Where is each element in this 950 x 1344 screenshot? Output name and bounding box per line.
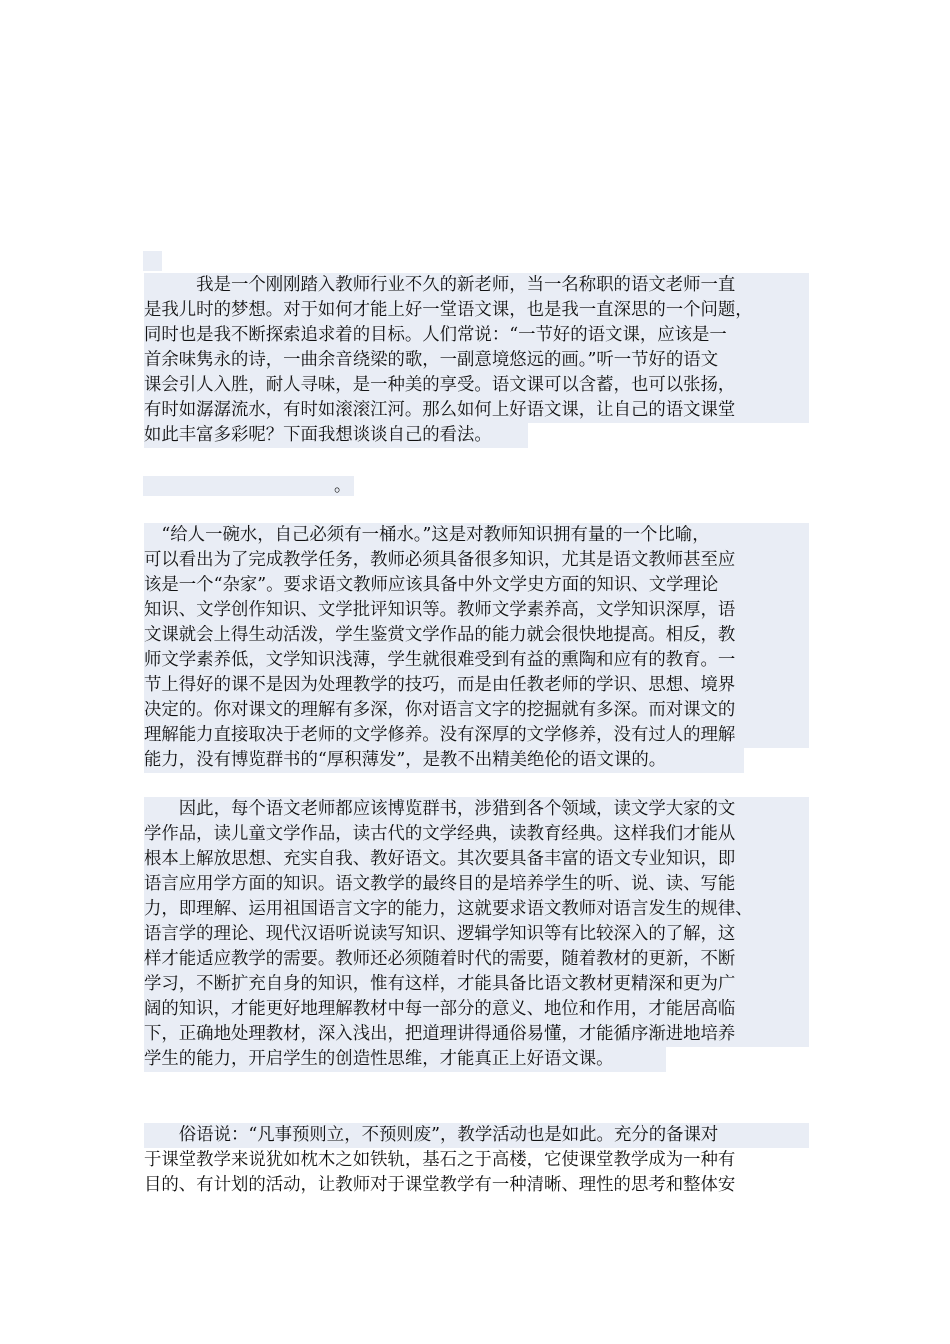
text-line: 学作品，读儿童文学作品，读古代的文学经典，读教育经典。这样我们才能从: [144, 822, 809, 847]
text-line: 学生的能力，开启学生的创造性思维，才能真正上好语文课。: [144, 1047, 666, 1072]
text-line: 知识、文学创作知识、文学批评知识等。教师文学素养高，文学知识深厚，语: [144, 598, 809, 623]
text-line: 同时也是我不断探索追求着的目标。人们常说：“一节好的语文课，应该是一: [144, 323, 809, 348]
text-line: 学习，不断扩充自身的知识，惟有这样，才能具备比语文教材更精深和更为广: [144, 972, 809, 997]
text-line: 语言应用学方面的知识。语文教学的最终目的是培养学生的听、说、读、写能: [144, 872, 809, 897]
text-line: 决定的。你对课文的理解有多深，你对语言文字的挖掘就有多深。而对课文的: [144, 698, 809, 723]
text-line: 俗语说：“凡事预则立，不预则废”，教学活动也是如此。充分的备课对: [144, 1123, 809, 1148]
text-line: 样才能适应教学的需要。教师还必须随着时代的需要，随着教材的更新，不断: [144, 947, 809, 972]
text-line: “给人一碗水，自己必须有一桶水。”这是对教师知识拥有量的一个比喻，: [144, 523, 809, 548]
text-line: 文课就会上得生动活泼，学生鉴赏文学作品的能力就会很快地提高。相反，教: [144, 623, 809, 648]
text-line: 师文学素养低，文学知识浅薄，学生就很难受到有益的熏陶和应有的教育。一: [144, 648, 809, 673]
text-line: 我是一个刚刚踏入教师行业不久的新老师，当一名称职的语文老师一直: [144, 273, 809, 298]
paragraph-preparation: [144, 1123, 809, 1198]
text-line: 因此，每个语文老师都应该博览群书，涉猎到各个领域，读文学大家的文: [144, 797, 809, 822]
section-heading-mark: 。: [334, 476, 351, 496]
text-line: 如此丰富多彩呢？下面我想谈谈自己的看法。: [144, 423, 528, 448]
paragraph-intro: [144, 273, 809, 448]
text-line: 力，即理解、运用祖国语言文字的能力，这就要求语文教师对语言发生的规律、: [144, 897, 809, 922]
text-line: 下，正确地处理教材，深入浅出，把道理讲得通俗易懂，才能循序渐进地培养: [144, 1022, 809, 1047]
text-line: 首余味隽永的诗，一曲余音绕梁的歌，一副意境悠远的画。”听一节好的语文: [144, 348, 809, 373]
redacted-title-mark: [143, 251, 162, 271]
text-line: 根本上解放思想、充实自我、教好语文。其次要具备丰富的语文专业知识，即: [144, 847, 809, 872]
paragraph-knowledge: [144, 523, 809, 773]
text-line: 语言学的理论、现代汉语听说读写知识、逻辑学知识等有比较深入的了解，这: [144, 922, 809, 947]
text-line: 于课堂教学来说犹如枕木之如铁轨，基石之于高楼，它使课堂教学成为一种有: [144, 1150, 736, 1170]
text-line: 可以看出为了完成教学任务，教师必须具备很多知识，尤其是语文教师甚至应: [144, 548, 809, 573]
section-heading-highlight: [143, 476, 354, 496]
text-line: 是我儿时的梦想。对于如何才能上好一堂语文课，也是我一直深思的一个问题，: [144, 298, 809, 323]
paragraph-reading: [144, 797, 809, 1072]
text-line: 目的、有计划的活动，让教师对于课堂教学有一种清晰、理性的思考和整体安: [144, 1175, 736, 1195]
text-line: 能力，没有博览群书的“厚积薄发”，是教不出精美绝伦的语文课的。: [144, 748, 744, 773]
text-line: 理解能力直接取决于老师的文学修养。没有深厚的文学修养，没有过人的理解: [144, 723, 809, 748]
text-line: 该是一个“杂家”。要求语文教师应该具备中外文学史方面的知识、文学理论: [144, 573, 809, 598]
text-line: 阔的知识，才能更好地理解教材中每一部分的意义、地位和作用，才能居高临: [144, 997, 809, 1022]
text-line: 节上得好的课不是因为处理教学的技巧，而是由任教老师的学识、思想、境界: [144, 673, 809, 698]
text-line: 有时如潺潺流水，有时如滚滚江河。那么如何上好语文课，让自己的语文课堂: [144, 398, 809, 423]
text-line: 课会引人入胜，耐人寻味，是一种美的享受。语文课可以含蓄，也可以张扬，: [144, 373, 809, 398]
